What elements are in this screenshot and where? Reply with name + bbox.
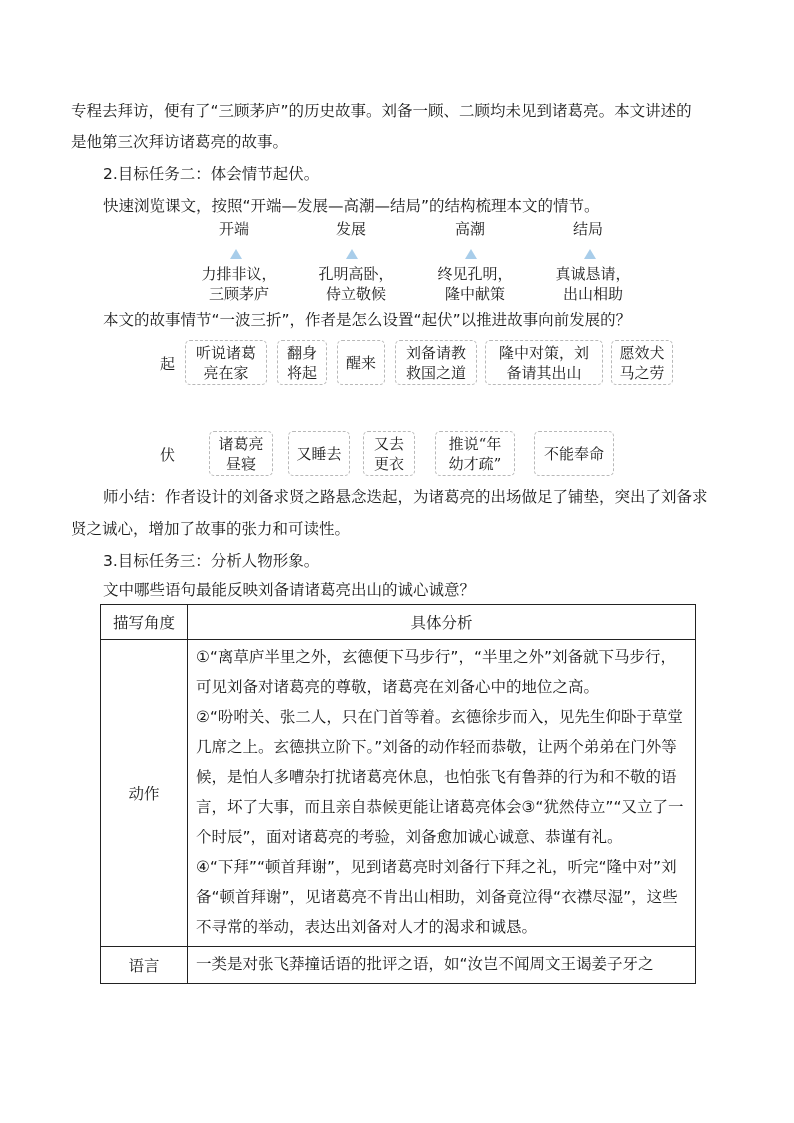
plot-box: 愿效犬 马之劳	[611, 340, 673, 385]
plot-box: 听说诸葛 亮在家	[185, 340, 267, 385]
analysis-table	[100, 604, 696, 984]
table-cell-analysis	[188, 947, 696, 984]
plot-box: 刘备请教 救国之道	[395, 340, 477, 385]
qi-label: 起	[160, 355, 176, 373]
stage-caption	[196, 264, 282, 304]
stage-caption	[432, 264, 518, 304]
table-header-cell: 具体分析	[188, 605, 696, 640]
stage-name: 高潮	[455, 220, 486, 238]
plot-box: 不能奉命	[534, 431, 614, 476]
triangle-marker-icon	[584, 249, 596, 259]
stage-caption-line: 出山相助	[562, 285, 623, 303]
table-cell-analysis	[188, 640, 696, 947]
plot-box: 翻身 将起	[277, 340, 327, 385]
stage-name: 结局	[573, 220, 604, 238]
task2-instruction: 快速浏览课文，按照“开端—发展—高潮—结局”的结构梳理本文的情节。	[103, 197, 600, 215]
stage-caption-line: 三顾茅庐	[208, 285, 269, 303]
plot-box: 又去 更衣	[363, 431, 415, 476]
task3-title: 3.目标任务三：分析人物形象。	[103, 552, 320, 570]
fu-label: 伏	[160, 446, 176, 464]
intro-line-1: 专程去拜访，便有了“三顾茅庐”的历史故事。刘备一顾、二顾均未见到诸葛亮。本文讲述的	[71, 102, 692, 120]
table-header-cell: 描写角度	[101, 605, 188, 640]
stage-name: 发展	[336, 220, 367, 238]
analysis-paragraph: ②“吩咐关、张二人，只在门首等着。玄德徐步而入，见先生仰卧于草堂几席之上。玄德拱立阶下。”刘备的动作轻而恭敬，让两个弟弟在门外等候，是怕人多嘈杂打扰诸葛亮休息，也怕张飞有鲁莽的行为和不敬的语言，坏了大事，而且亲自恭候更能让诸葛亮体会③“犹然侍立”“又立了一个时辰”，面对诸葛亮的考验，刘备愈加诚心诚意、恭谨有礼。	[196, 708, 684, 846]
table-cell-angle: 动作	[101, 640, 188, 947]
task2-title: 2.目标任务二：体会情节起伏。	[103, 165, 320, 183]
plot-box: 推说“年 幼才疏”	[435, 431, 515, 476]
summary-line-1: 师小结：作者设计的刘备求贤之路悬念迭起，为诸葛亮的出场做足了铺垫，突出了刘备求	[103, 488, 708, 506]
analysis-paragraph: ①“离草庐半里之外，玄德便下马步行”，“半里之外”刘备就下马步行，可见刘备对诸葛亮的尊敬，诸葛亮在刘备心中的地位之高。	[196, 648, 677, 696]
summary-line-2: 贤之诚心，增加了故事的张力和可读性。	[71, 520, 351, 538]
triangle-marker-icon	[230, 249, 242, 259]
plot-box: 醒来	[337, 340, 385, 385]
table-row	[101, 640, 696, 947]
triangle-marker-icon	[346, 249, 358, 259]
intro-line-2: 是他第三次拜访诸葛亮的故事。	[71, 133, 289, 151]
stage-caption	[550, 264, 636, 304]
task2-question: 本文的故事情节“一波三折”，作者是怎么设置“起伏”以推进故事向前发展的？	[103, 311, 632, 329]
plot-box: 又睡去	[288, 431, 350, 476]
analysis-paragraph: ④“下拜”“顿首拜谢”，见到诸葛亮时刘备行下拜之礼，听完“隆中对”刘备“顿首拜谢”，见诸葛亮不肯出山相助，刘备竟泣得“衣襟尽湿”，这些不寻常的举动，表达出刘备对人才的渴求和诚恳。	[196, 858, 678, 936]
stage-caption-line: 力排非议，	[201, 265, 277, 283]
stage-caption-line: 侍立敬候	[325, 285, 386, 303]
table-header-row	[101, 605, 696, 640]
stage-name: 开端	[219, 220, 250, 238]
stage-caption-line: 真诚恳请，	[555, 265, 631, 283]
table-cell-angle: 语言	[101, 947, 188, 984]
plot-box: 隆中对策，刘 备请其出山	[485, 340, 603, 385]
table-row	[101, 947, 696, 984]
plot-box: 诸葛亮 昼寝	[209, 431, 273, 476]
stage-caption-line: 隆中献策	[444, 285, 505, 303]
analysis-paragraph: 一类是对张飞莽撞话语的批评之语，如“汝岂不闻周文王谒姜子牙之	[196, 955, 654, 973]
stage-caption-line: 终见孔明，	[437, 265, 513, 283]
task3-question: 文中哪些语句最能反映刘备请诸葛亮出山的诚心诚意？	[103, 581, 476, 599]
stage-caption	[313, 264, 399, 304]
stage-caption-line: 孔明高卧，	[318, 265, 394, 283]
triangle-marker-icon	[465, 249, 477, 259]
